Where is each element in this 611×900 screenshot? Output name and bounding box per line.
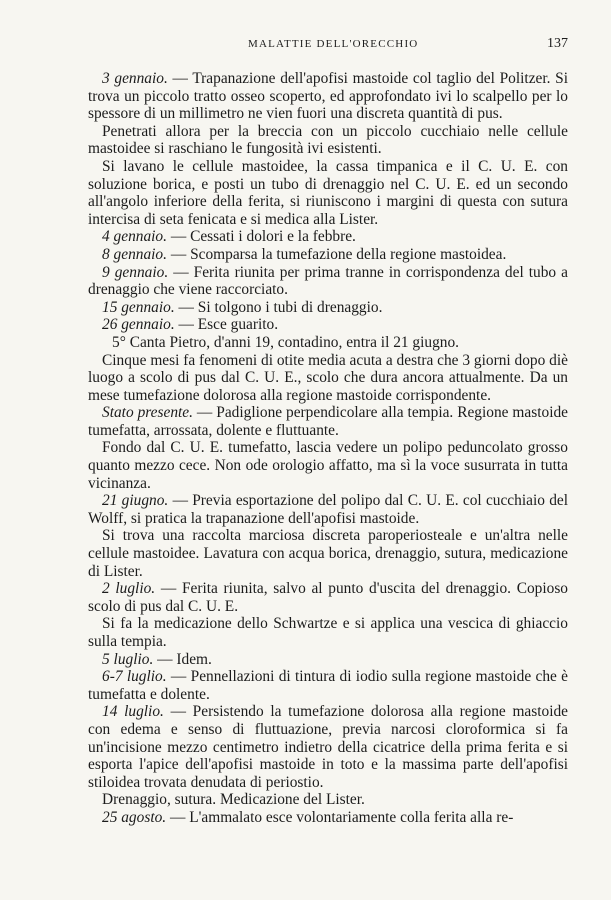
body-text <box>88 70 568 827</box>
entry-date: Stato presente. <box>102 404 193 422</box>
running-title: MALATTIE DELL'ORECCHIO <box>248 38 419 50</box>
entry-date: 25 agosto. <box>102 808 167 826</box>
entry-text: — Si tolgono i tubi di drenaggio. <box>174 298 383 316</box>
entry-text: — Padiglione perpendicolare alla tempia. Regione mastoide tumefatta, arrossata, dolente e fluttuante. <box>88 404 569 439</box>
paragraph <box>88 246 568 264</box>
entry-text: — Ferita riunita per prima tranne in corrispondenza del tubo a drenaggio che viene raccorciato. <box>88 263 568 299</box>
entry-text: — Scomparsa la tumefazione della regione mastoidea. <box>166 245 507 263</box>
paragraph <box>88 70 568 123</box>
entry-date: 2 luglio. <box>102 580 156 598</box>
paragraph <box>88 123 568 158</box>
paragraph <box>88 668 568 703</box>
entry-text: 5° Canta Pietro, d'anni 19, contadino, entra il 21 giugno. <box>112 333 460 351</box>
entry-text: Si fa la medicazione dello Schwartze e si applica una vescica di ghiaccio sulla tempia. <box>88 615 568 650</box>
entry-date: 21 giugno. <box>102 492 169 510</box>
case-heading <box>88 334 568 352</box>
entry-text: — Pennellazioni di tintura di iodio sulla regione mastoide che è tumefatta e dolente. <box>88 668 568 703</box>
page-number: 137 <box>547 36 568 51</box>
entry-date: 6-7 luglio. <box>102 668 167 686</box>
paragraph <box>88 809 568 827</box>
paragraph <box>88 316 568 334</box>
entry-text: — Persistendo la tumefazione dolorosa alla regione mastoide con edema e senso di fluttuazione, previa narcosi cloroformica si fa un'incisione mezzo centimetro indietro della cicatrice della prima ferita e si esporta l'apice dell'apofisi mastoide in toto e la massima parte dell'apofisi stiloidea trovata denudata di periostio. <box>88 703 569 791</box>
entry-date: 5 luglio. <box>102 650 154 668</box>
paragraph <box>88 158 568 228</box>
paragraph <box>88 492 568 527</box>
paragraph <box>88 580 568 615</box>
entry-text: — Ferita riunita, salvo al punto d'uscita del drenaggio. Copioso scolo di pus dal C. U. E. <box>88 580 569 615</box>
paragraph <box>88 299 568 317</box>
entry-date: 8 gennaio. <box>102 245 167 263</box>
page-header <box>88 36 568 58</box>
paragraph <box>88 703 568 791</box>
entry-date: 3 gennaio. <box>102 70 168 87</box>
entry-text: Si lavano le cellule mastoidee, la cassa timpanica e il C. U. E. con soluzione borica, e posti un tubo di drenaggio nel C. U. E. ed un secondo all'angolo inferiore della ferita, si riuniscono i margini di questa con sutura intercisa di seta fenicata e si medica alla Lister. <box>88 157 568 228</box>
entry-date: 14 luglio. <box>102 703 164 721</box>
entry-text: Fondo dal C. U. E. tumefatto, lascia vedere un polipo peduncolato grosso quanto mezzo cece. Non ode orologio affatto, ma sì la voce susurrata in tutta vicinanza. <box>88 439 568 492</box>
paragraph <box>88 527 568 580</box>
entry-text: — L'ammalato esce volontariamente colla ferita alla re- <box>166 808 514 826</box>
entry-date: 26 gennaio. <box>102 316 175 334</box>
entry-text: — Cessati i dolori e la febbre. <box>166 228 356 246</box>
entry-text: Si trova una raccolta marciosa discreta paroperiosteale e un'altra nelle cellule mastoidee. Lavatura con acqua borica, drenaggio, sutura, medicazione di Lister. <box>88 527 568 580</box>
paragraph <box>88 615 568 650</box>
book-page <box>88 36 568 827</box>
paragraph <box>88 791 568 809</box>
entry-text: — Esce guarito. <box>174 316 279 334</box>
entry-text: — Trapanazione dell'apofisi mastoide col taglio del Politzer. Si trova un piccolo tratto osseo scoperto, ed approfondato ivi lo scalpello per lo spessore di un millimetro ne vien fuori una discreta quantità di pus. <box>88 70 568 123</box>
paragraph <box>88 264 568 299</box>
entry-date: 9 gennaio. <box>102 263 169 281</box>
entry-text: Cinque mesi fa fenomeni di otite media acuta a destra che 3 giorni dopo diè luogo a scolo di pus dal C. U. E., scolo che dura ancora attualmente. Da un mese tumefazione dolorosa alla regione mastoide corrispondente. <box>88 351 568 404</box>
paragraph <box>88 439 568 492</box>
entry-date: 4 gennaio. <box>102 228 167 246</box>
paragraph <box>88 404 568 439</box>
entry-text: Drenaggio, sutura. Medicazione del Lister. <box>102 791 365 809</box>
paragraph <box>88 651 568 669</box>
paragraph <box>88 352 568 405</box>
entry-date: 15 gennaio. <box>102 298 175 316</box>
entry-text: — Previa esportazione del polipo dal C. U. E. col cucchiaio del Wolff, si pratica la trapanazione dell'apofisi mastoide. <box>88 492 568 527</box>
entry-text: Penetrati allora per la breccia con un piccolo cucchiaio nelle cellule mastoidee si raschiano le fungosità ivi esistenti. <box>88 122 568 158</box>
paragraph <box>88 228 568 246</box>
entry-text: — Idem. <box>153 650 212 668</box>
